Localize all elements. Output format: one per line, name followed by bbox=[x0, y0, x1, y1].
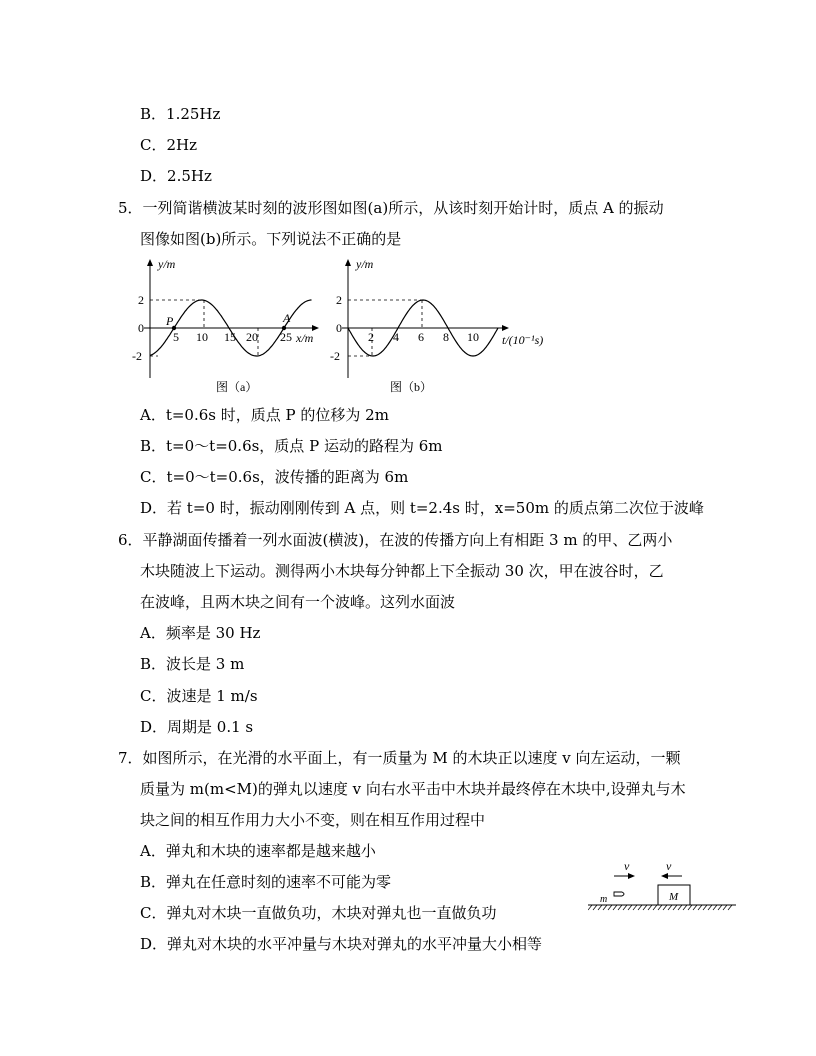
q6-stem-line1: 6．平静湖面传播着一列水面波(横波)，在波的传播方向上有相距 3 m 的甲、乙两小 bbox=[118, 531, 673, 549]
fig-b-ytick-neg: -2 bbox=[330, 349, 340, 363]
q7-option-c: C．弹丸对木块一直做负功，木块对弹丸也一直做负功 bbox=[140, 904, 497, 922]
q7-M-label: M bbox=[669, 891, 679, 903]
q4-option-c: C．2Hz bbox=[140, 136, 198, 154]
q5-figure-a bbox=[128, 252, 328, 400]
fig-b-ytick-pos: 2 bbox=[336, 293, 342, 307]
fig-a-ytick-neg: -2 bbox=[132, 349, 142, 363]
fig-b-caption: 图（b） bbox=[390, 380, 433, 394]
q5-stem-line2: 图像如图(b)所示。下列说法不正确的是 bbox=[140, 230, 402, 248]
fig-a-xtick-25: 25 bbox=[280, 330, 292, 344]
q6-option-c: C．波速是 1 m/s bbox=[140, 687, 258, 705]
fig-a-xtick-5: 5 bbox=[173, 330, 179, 344]
q7-option-a: A．弹丸和木块的速率都是越来越小 bbox=[140, 842, 376, 860]
q7-stem-line3: 块之间的相互作用力大小不变，则在相互作用过程中 bbox=[140, 811, 486, 829]
q7-option-d: D．弹丸对木块的水平冲量与木块对弹丸的水平冲量大小相等 bbox=[140, 935, 543, 953]
q7-v-block: v bbox=[666, 859, 672, 873]
fig-b-xtick-6: 6 bbox=[418, 330, 424, 344]
fig-b-xtick-10: 10 bbox=[467, 330, 479, 344]
q7-option-b: B．弹丸在任意时刻的速率不可能为零 bbox=[140, 873, 392, 891]
q4-option-d: D．2.5Hz bbox=[140, 167, 212, 185]
q5-stem-line1: 5．一列简谐横波某时刻的波形图如图(a)所示，从该时刻开始计时，质点 A 的振动 bbox=[118, 199, 664, 217]
q5-figure-b bbox=[330, 252, 560, 400]
q7-stem-line1: 7．如图所示，在光滑的水平面上，有一质量为 M 的木块正以速度 v 向左运动，一颗 bbox=[118, 749, 681, 767]
fig-a-xlabel: x/m bbox=[296, 331, 314, 345]
q6-option-a: A．频率是 30 Hz bbox=[140, 624, 261, 642]
fig-b-xtick-4: 4 bbox=[393, 330, 399, 344]
q5-option-a: A．t=0.6s 时，质点 P 的位移为 2m bbox=[140, 406, 389, 424]
fig-a-point-p: P bbox=[166, 314, 174, 328]
fig-a-xtick-15: 15 bbox=[224, 330, 236, 344]
q7-figure bbox=[588, 856, 738, 916]
fig-a-ytick-zero: 0 bbox=[138, 321, 144, 335]
fig-a-xtick-20: 20 bbox=[246, 330, 258, 344]
q7-v-bullet: v bbox=[624, 859, 630, 873]
q6-option-b: B．波长是 3 m bbox=[140, 655, 245, 673]
q6-stem-line3: 在波峰，且两木块之间有一个波峰。这列水面波 bbox=[140, 593, 456, 611]
fig-a-caption: 图（a） bbox=[216, 380, 258, 394]
fig-b-xtick-2: 2 bbox=[368, 330, 374, 344]
q7-m-label: m bbox=[600, 894, 608, 905]
fig-a-point-a: A bbox=[283, 311, 291, 325]
fig-b-ytick-zero: 0 bbox=[336, 321, 342, 335]
fig-b-xtick-8: 8 bbox=[443, 330, 449, 344]
q6-option-d: D．周期是 0.1 s bbox=[140, 718, 254, 736]
q6-stem-line2: 木块随波上下运动。测得两小木块每分钟都上下全振动 30 次，甲在波谷时，乙 bbox=[140, 562, 664, 580]
fig-a-xtick-10: 10 bbox=[196, 330, 208, 344]
q5-option-b: B．t=0～t=0.6s，质点 P 运动的路程为 6m bbox=[140, 437, 443, 455]
fig-b-xlabel: t/(10⁻¹s) bbox=[502, 333, 544, 347]
q5-option-c: C．t=0～t=0.6s，波传播的距离为 6m bbox=[140, 468, 409, 486]
fig-a-ytick-pos: 2 bbox=[138, 293, 144, 307]
q7-stem-line2: 质量为 m(m<M)的弹丸以速度 v 向右水平击中木块并最终停在木块中,设弹丸与木 bbox=[140, 780, 686, 798]
q5-option-d: D．若 t=0 时，振动刚刚传到 A 点，则 t=2.4s 时，x=50m 的质点第二次位于波峰 bbox=[140, 499, 704, 517]
fig-a-ylabel: y/m bbox=[158, 257, 176, 271]
fig-b-ylabel: y/m bbox=[356, 257, 374, 271]
q4-option-b: B．1.25Hz bbox=[140, 105, 221, 123]
